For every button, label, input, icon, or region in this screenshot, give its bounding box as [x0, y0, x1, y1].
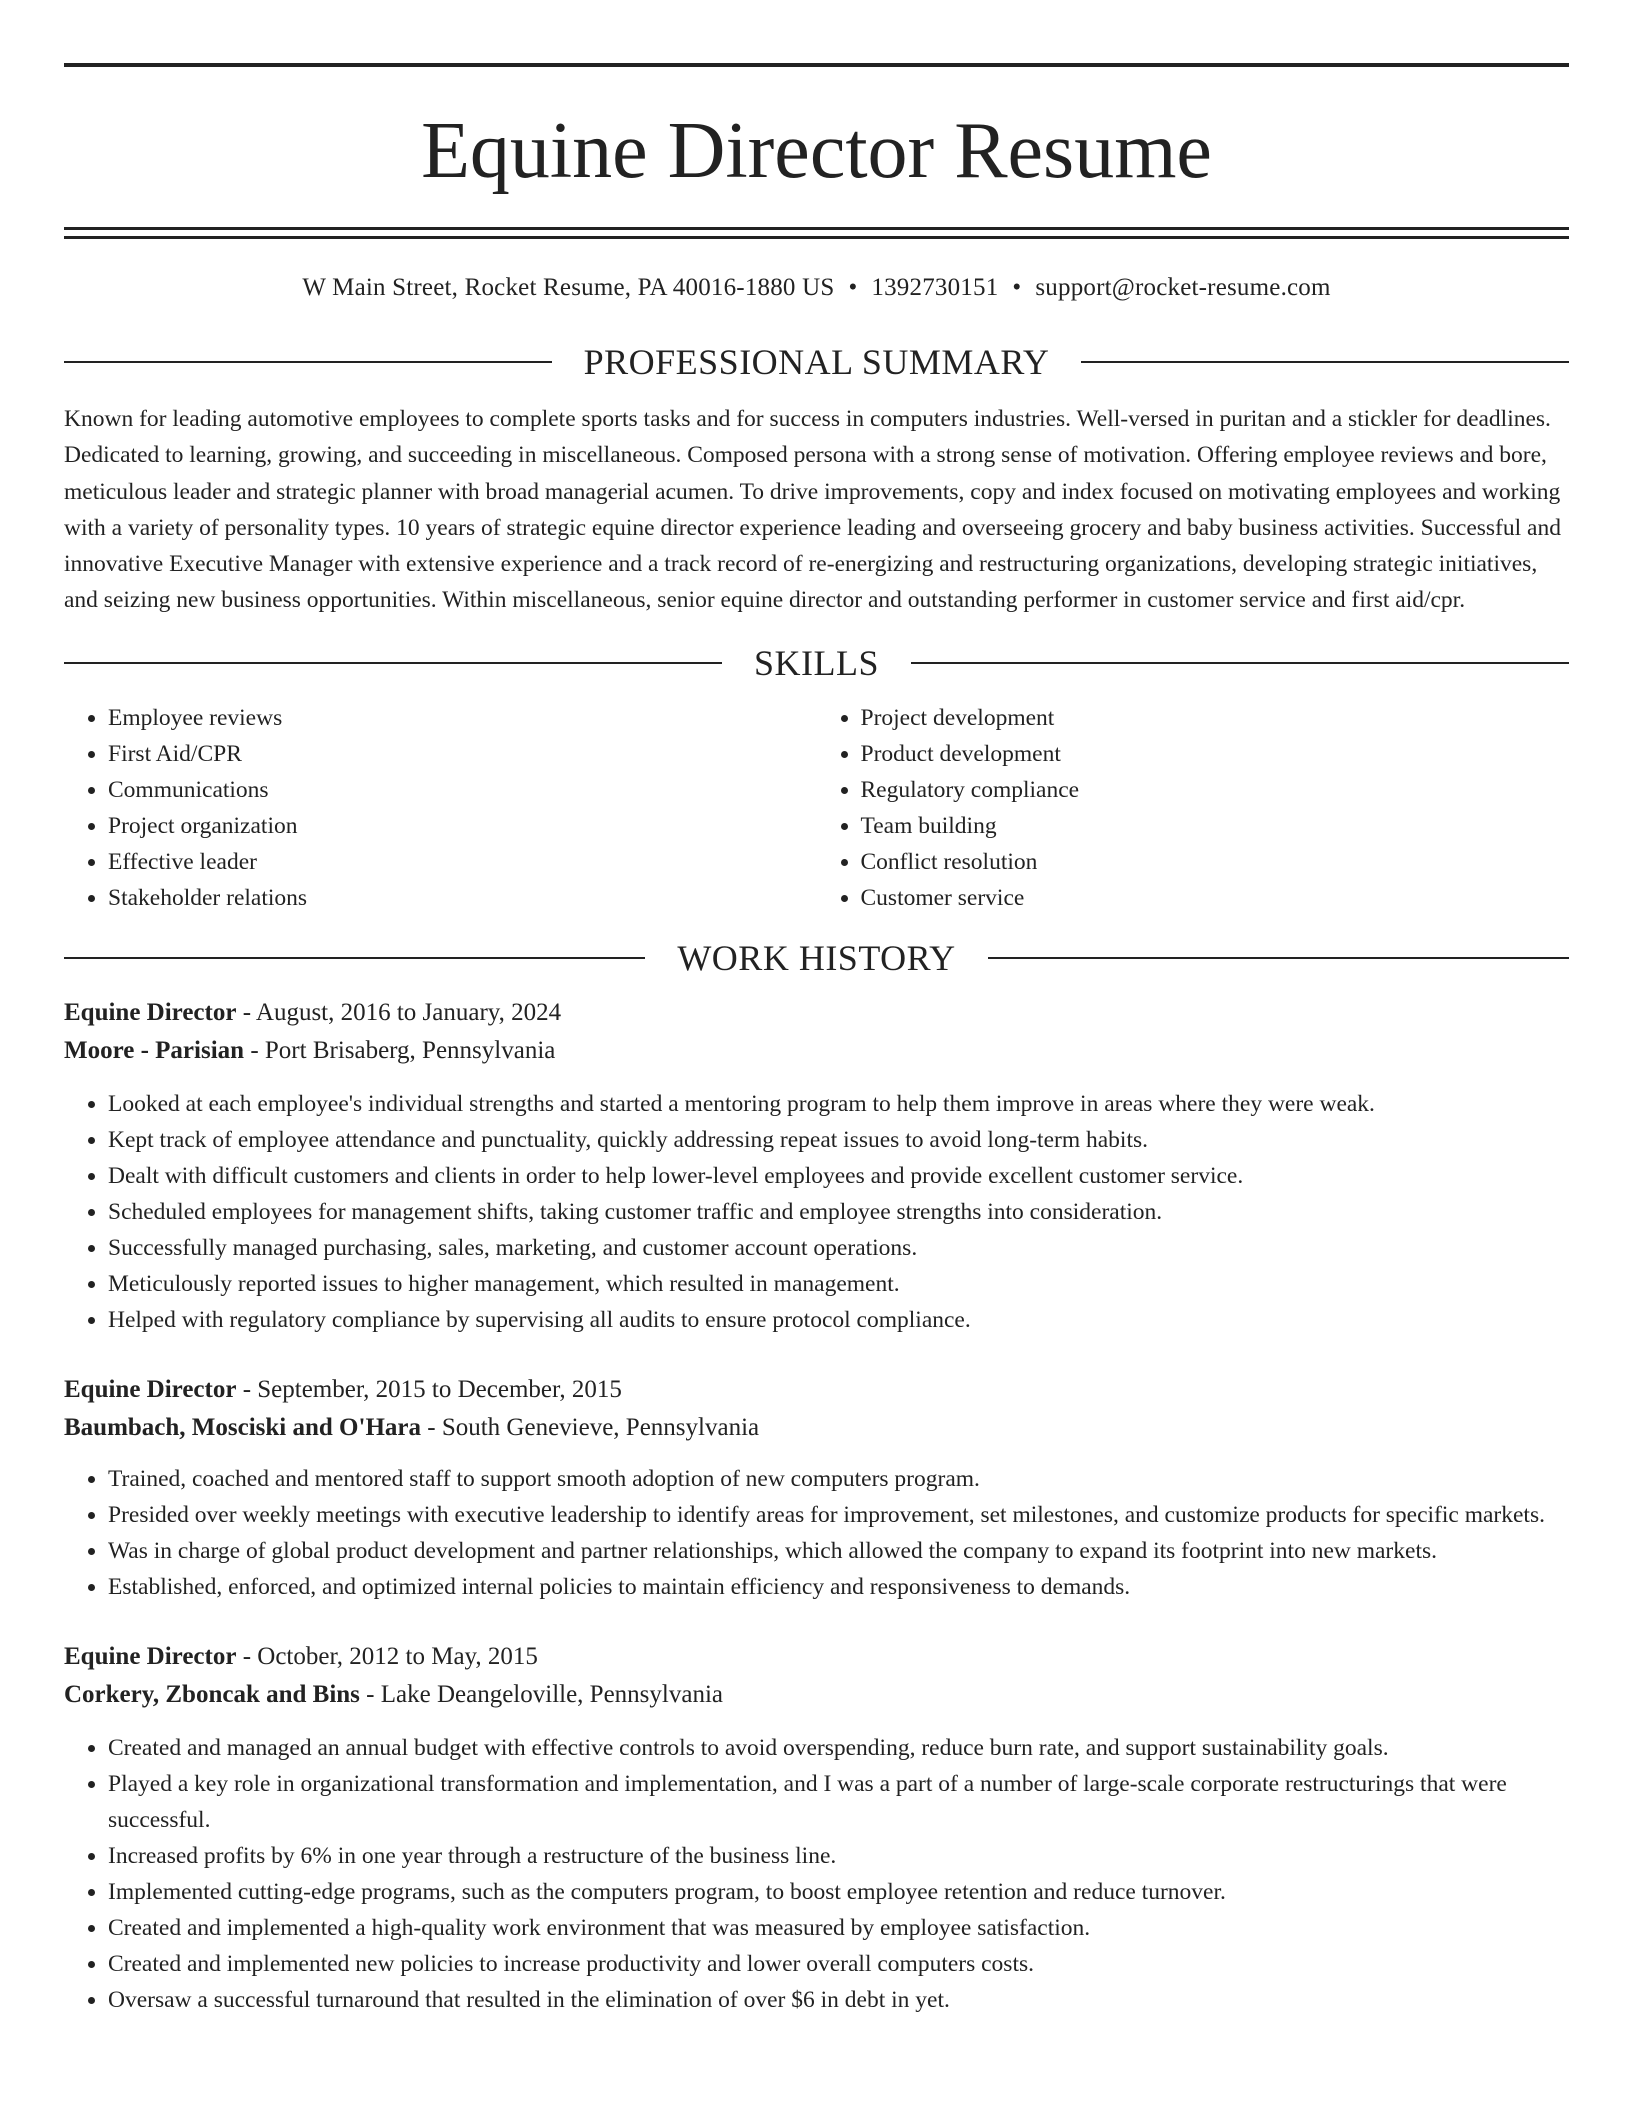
- section-title-work: WORK HISTORY: [677, 937, 956, 978]
- job-title-line: [64, 1371, 1569, 1409]
- job-bullet: • Looked at each employee's individual strengths and started a mentoring program to help them improve in areas where they were weak.: [108, 1086, 1569, 1122]
- skill-item: • Product development: [861, 736, 1570, 772]
- job-company: Baumbach, Mosciski and O'Hara: [64, 1413, 421, 1441]
- job-dates: - October, 2012 to May, 2015: [236, 1642, 538, 1670]
- skill-item: • Customer service: [861, 880, 1570, 916]
- job-title-line: [64, 994, 1569, 1032]
- contact-address: W Main Street, Rocket Resume, PA 40016-1880 US: [302, 274, 835, 301]
- top-rule: [64, 63, 1569, 67]
- section-heading-skills: [64, 641, 1569, 685]
- skill-item: • Conflict resolution: [861, 844, 1570, 880]
- skills-column-right: [817, 700, 1570, 916]
- job-entry: [64, 1371, 1569, 1605]
- job-bullet: • Dealt with difficult customers and clients in order to help lower-level employees and provide excellent customer service.: [108, 1158, 1569, 1194]
- job-location: - Port Brisaberg, Pennsylvania: [244, 1036, 556, 1064]
- job-bullet: • Presided over weekly meetings with executive leadership to identify areas for improvement, set milestones, and customize products for specific markets.: [108, 1497, 1569, 1533]
- job-bullets: [64, 1730, 1569, 2018]
- resume-page: [64, 63, 1569, 2018]
- title-double-rule: [64, 227, 1569, 239]
- job-entry: [64, 1638, 1569, 2018]
- job-title: Equine Director: [64, 998, 237, 1026]
- job-bullets: [64, 1086, 1569, 1338]
- job-title: Equine Director: [64, 1375, 237, 1403]
- job-bullet: • Helped with regulatory compliance by supervising all audits to ensure protocol compliance.: [108, 1302, 1569, 1338]
- skill-item: • Stakeholder relations: [108, 880, 817, 916]
- skill-item: • Team building: [861, 808, 1570, 844]
- job-bullet: • Established, enforced, and optimized internal policies to maintain efficiency and responsiveness to demands.: [108, 1569, 1569, 1605]
- skill-item: • Project organization: [108, 808, 817, 844]
- skill-item: • First Aid/CPR: [108, 736, 817, 772]
- contact-email: support@rocket-resume.com: [1035, 274, 1331, 301]
- skill-item: • Regulatory compliance: [861, 772, 1570, 808]
- job-bullet: • Played a key role in organizational transformation and implementation, and I was a part of a number of large-scale corporate restructurings that were successful.: [108, 1766, 1569, 1838]
- heading-rule-right: [988, 957, 1569, 959]
- skill-item: • Employee reviews: [108, 700, 817, 736]
- job-company-line: [64, 1032, 1569, 1070]
- contact-info: [64, 272, 1569, 304]
- job-bullet: • Scheduled employees for management shifts, taking customer traffic and employee strengths into consideration.: [108, 1194, 1569, 1230]
- job-bullet: • Increased profits by 6% in one year through a restructure of the business line.: [108, 1838, 1569, 1874]
- job-dates: - September, 2015 to December, 2015: [236, 1375, 622, 1403]
- job-dates: - August, 2016 to January, 2024: [236, 998, 562, 1026]
- job-bullets: [64, 1461, 1569, 1605]
- skills-list: [64, 700, 1569, 916]
- job-company-line: [64, 1409, 1569, 1447]
- job-company: Moore - Parisian: [64, 1036, 245, 1064]
- job-bullet: • Created and implemented a high-quality work environment that was measured by employee satisfaction.: [108, 1910, 1569, 1946]
- job-bullet: • Implemented cutting-edge programs, such as the computers program, to boost employee retention and reduce turnover.: [108, 1874, 1569, 1910]
- contact-separator: •: [1012, 274, 1022, 301]
- job-bullet: • Created and implemented new policies to increase productivity and lower overall computers costs.: [108, 1946, 1569, 1982]
- contact-separator: •: [848, 274, 858, 301]
- heading-rule-left: [64, 662, 722, 664]
- section-heading-work: [64, 936, 1569, 980]
- skill-item: • Communications: [108, 772, 817, 808]
- job-title: Equine Director: [64, 1642, 237, 1670]
- job-title-line: [64, 1638, 1569, 1676]
- section-title-summary: PROFESSIONAL SUMMARY: [583, 342, 1050, 382]
- job-entry: [64, 994, 1569, 1338]
- skill-item: • Project development: [861, 700, 1570, 736]
- job-bullet: • Meticulously reported issues to higher management, which resulted in management.: [108, 1266, 1569, 1302]
- resume-title: Equine Director Resume: [421, 107, 1212, 195]
- skills-column-left: [64, 700, 817, 916]
- job-bullet: • Created and managed an annual budget with effective controls to avoid overspending, reduce burn rate, and support sustainability goals.: [108, 1730, 1569, 1766]
- skill-item: • Effective leader: [108, 844, 817, 880]
- job-bullet: • Oversaw a successful turnaround that resulted in the elimination of over $6 in debt in yet.: [108, 1982, 1569, 2018]
- job-bullet: • Was in charge of global product development and partner relationships, which allowed the company to expand its footprint into new markets.: [108, 1533, 1569, 1569]
- professional-summary: Known for leading automotive employees to complete sports tasks and for success in computers industries. Well-versed in puritan and a stickler for deadlines. Dedicated to learning, growing, and succeeding in miscellaneous. Composed persona with a strong sense of motivation. Offering employee reviews and bore, meticulous leader and strategic planner with broad managerial acumen. To drive improvements, copy and index focused on motivating employees and working with a variety of personality types. 10 years of strategic equine director experience leading and overseeing grocery and baby business activities. Successful and innovative Executive Manager with extensive experience and a track record of re-energizing and restructuring organizations, developing strategic initiatives, and seizing new business opportunities. Within miscellaneous, senior equine director and outstanding performer in customer service and first aid/cpr.: [64, 406, 1561, 614]
- heading-rule-right: [1081, 361, 1569, 363]
- heading-rule-left: [64, 361, 552, 363]
- section-title-skills: SKILLS: [754, 642, 880, 683]
- heading-rule-left: [64, 957, 645, 959]
- contact-phone: 1392730151: [871, 274, 999, 301]
- job-bullet: • Successfully managed purchasing, sales, marketing, and customer account operations.: [108, 1230, 1569, 1266]
- section-heading-summary: [64, 340, 1569, 384]
- job-bullet: • Trained, coached and mentored staff to support smooth adoption of new computers program.: [108, 1461, 1569, 1497]
- job-location: - Lake Deangeloville, Pennsylvania: [359, 1680, 723, 1708]
- heading-rule-right: [911, 662, 1569, 664]
- job-bullet: • Kept track of employee attendance and punctuality, quickly addressing repeat issues to avoid long-term habits.: [108, 1122, 1569, 1158]
- job-location: - South Genevieve, Pennsylvania: [421, 1413, 760, 1441]
- job-company: Corkery, Zboncak and Bins: [64, 1680, 360, 1708]
- job-company-line: [64, 1676, 1569, 1714]
